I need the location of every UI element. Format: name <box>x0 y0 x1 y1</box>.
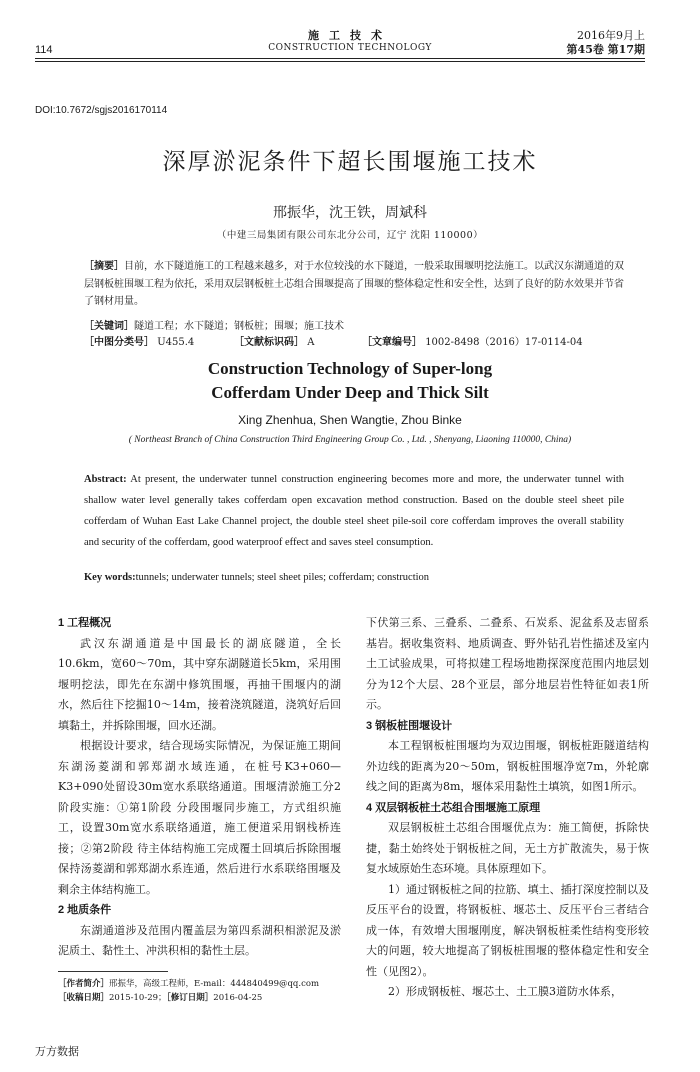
section-1-paragraph-2: 根据设计要求，结合现场实际情况，为保证施工期间东湖汤菱湖和郭郑湖水域连通，在桩号K3+060—K3+090处留设30m宽水系联络通道。围堰清淤施工分2阶段实施：①第1阶段 分段围堰同步施工，方式组织施工，设置30m宽水系联络通道，施工便道采用钢栈桥连接；②第2阶段 待主体结构施工完成覆土回填后拆除围堰保持汤菱湖和郭郑湖水系连通，然后进行水系联络围堰及剩余主体结构施工。 <box>58 739 341 896</box>
section-2-paragraph-1-cont: 下伏第三系、三叠系、二叠系、石炭系、泥盆系及志留系基岩。据收集资料、地质调查、野外钻孔岩性描述及室内土工试验成果，可将拟建工程场地勘探深度范围内地层划分为12个大层、28个亚层，部分地层岩性特征如表1所示。 <box>366 616 649 711</box>
footnote-dates <box>58 991 319 1005</box>
footnote <box>58 977 319 1005</box>
footnote-revised-label: ［修订日期］ <box>166 993 214 1003</box>
issue-date: 2016年9月上 <box>577 29 645 42</box>
section-4-paragraph-3: 2）形成钢板桩、堰芯土、土工膜3道防水体系， <box>388 985 622 998</box>
doc-code-value: A <box>307 337 315 348</box>
abstract-cn-text: 目前，水下隧道施工的工程越来越多，对于水位较浅的水下隧道，一般采取围堰明挖法施工。以武汉东湖通道的双层钢板桩围堰工程为依托，采用双层钢板桩土芯组合围堰提高了围堰的整体稳定性和安全性，达到了良好的防水效果并节省了钢材用量。 <box>84 261 624 307</box>
section-2-paragraph-1: 东湖通道涉及范围内覆盖层为第四系湖积相淤泥及淤泥质土、黏性土、冲洪积相的黏性土层。 <box>58 923 341 957</box>
section-2-heading: 2 地质条件 <box>58 904 112 916</box>
watermark: 万方数据 <box>35 1045 79 1058</box>
page-number: 114 <box>35 44 53 56</box>
doc-code <box>234 333 314 348</box>
footnote-author <box>58 977 319 991</box>
clc-value: U455.4 <box>157 337 195 348</box>
header-rule-thick <box>35 58 645 59</box>
authors-cn: 邢振华，沈王铁，周斌科 <box>273 205 427 221</box>
clc-code <box>84 333 194 348</box>
section-1-heading: 1 工程概况 <box>58 617 112 629</box>
keywords-en <box>84 572 429 583</box>
footnote-revised-date: 2016-04-25 <box>213 993 263 1003</box>
keywords-cn-label: ［关键词］ <box>84 321 134 332</box>
footnote-received-label: ［收稿日期］ <box>58 993 110 1003</box>
article-number <box>362 333 583 348</box>
footnote-received-date: 2015-10-29； <box>109 993 167 1003</box>
authors-en: Xing Zhenhua, Shen Wangtie, Zhou Binke <box>238 413 462 427</box>
title-en <box>0 357 700 405</box>
doc-code-label: ［文献标识码］ <box>234 337 304 348</box>
footnote-rule <box>58 971 168 972</box>
issue-info <box>567 29 645 57</box>
abstract-en-label: Abstract: <box>84 474 127 485</box>
abstract-cn-label: ［摘要］ <box>84 261 124 272</box>
footnote-author-label: ［作者简介］ <box>58 979 110 989</box>
doi: DOI:10.7672/sgjs2016170114 <box>35 105 168 116</box>
keywords-cn <box>84 317 344 332</box>
keywords-cn-text: 隧道工程；水下隧道；钢板桩；围堰；施工技术 <box>134 321 344 332</box>
abstract-cn <box>84 258 624 311</box>
keywords-en-text: tunnels; underwater tunnels; steel sheet piles; cofferdam; construction <box>135 572 430 583</box>
abstract-en-text: At present, the underwater tunnel construction engineering becomes more and more, the underwater tunnel with shallow water level generally takes cofferdam open excavation method construction. Based on the double steel sheet pile cofferdam of Wuhan East Lake Channel project, the double steel sheet pile-soil core cofferdam improves the overall stability and security of the cofferdam, good waterproof effect and saves steel consumption. <box>84 474 625 548</box>
article-number-value: 1002-8498（2016）17-0114-04 <box>425 337 583 348</box>
section-4-paragraph-1: 双层钢板桩土芯组合围堰优点为：施工简便，拆除快捷，黏土始终处于钢板桩之间，无土方扩散流失，易于恢复水域原始生态环境。具体原理如下。 <box>366 821 649 875</box>
section-1-paragraph-1: 武汉东湖通道是中国最长的湖底隧道，全长10.6km，宽60～70m，其中穿东湖隧道长5km，采用围堰明挖法，即先在东湖中修筑围堰，再抽干围堰内的湖水，然后往下挖掘10～14m，接着浇筑隧道，浇筑好后回填黏土，并拆除围堰，回水还湖。 <box>58 636 341 732</box>
section-3-paragraph-1: 本工程钢板桩围堰均为双边围堰，钢板桩距隧道结构外边线的距离为20～50m，钢板桩围堰净宽7m，外轮廓线之间的距离为8m，堰体采用黏性土填筑，如图1所示。 <box>366 739 649 793</box>
keywords-en-label: Key words: <box>84 572 136 583</box>
issue-volume: 第45卷 第17期 <box>566 43 645 56</box>
journal-header <box>200 29 500 55</box>
section-4-paragraph-2: 1）通过钢板桩之间的拉筋、填土、插打深度控制以及反压平台的设置，将钢板桩、堰芯土、反压平台三者结合成一体，有效增大围堰刚度，解决钢板桩柔性结构变形较大的问题，较大地提高了钢板桩围堰的整体稳定性和安全性（见图2）。 <box>366 882 649 978</box>
article-number-label: ［文章编号］ <box>362 337 422 348</box>
journal-name-en: CONSTRUCTION TECHNOLOGY <box>268 43 432 53</box>
header-rule-thin <box>35 61 645 62</box>
section-3-heading: 3 钢板桩围堰设计 <box>366 719 453 732</box>
abstract-en <box>84 469 624 553</box>
journal-name-cn: 施工技术 <box>308 29 392 42</box>
affiliation-cn: （中建三局集团有限公司东北分公司，辽宁 沈阳 110000） <box>216 230 484 241</box>
title-cn: 深厚淤泥条件下超长围堰施工技术 <box>162 149 538 175</box>
affiliation-en: ( Northeast Branch of China Construction Third Engineering Group Co. , Ltd. , Shenyang, Liaoning 110000, China) <box>128 435 572 445</box>
body-right-column <box>366 613 649 1003</box>
title-en-text: Construction Technology of Super-long Cofferdam Under Deep and Thick Silt <box>207 359 493 402</box>
footnote-author-text: 邢振华，高级工程师，E-mail：444840499@qq.com <box>109 979 320 989</box>
section-4-heading: 4 双层钢板桩土芯组合围堰施工原理 <box>366 801 541 814</box>
clc-label: ［中图分类号］ <box>84 337 154 348</box>
body-left-column <box>58 613 341 962</box>
